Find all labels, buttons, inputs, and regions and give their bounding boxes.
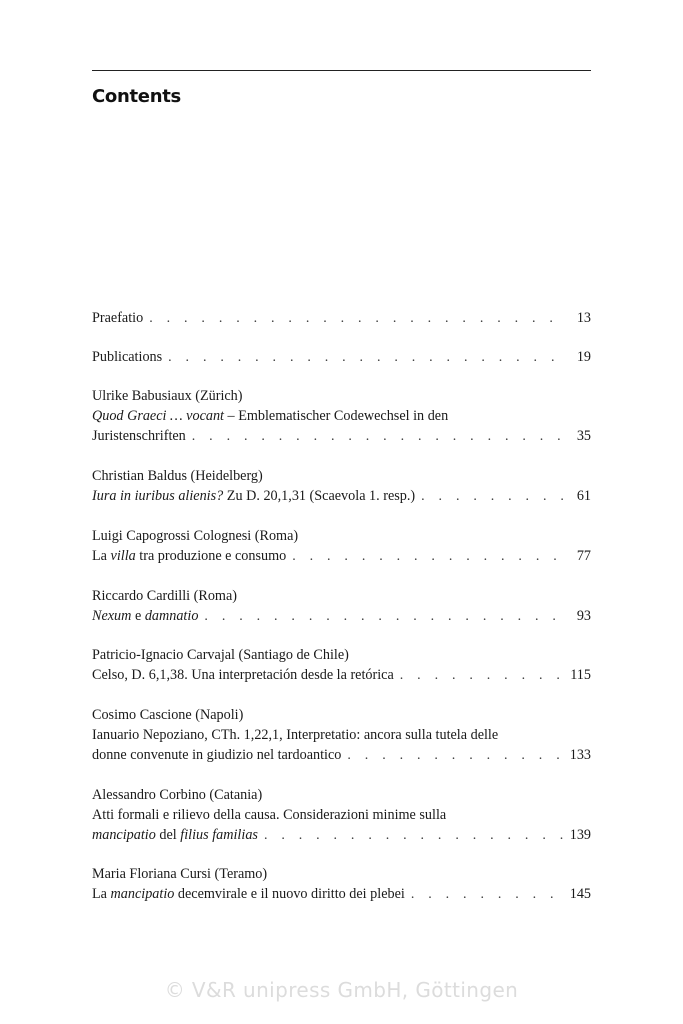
toc-page-number: 19	[576, 349, 591, 365]
toc-entry	[92, 347, 591, 367]
toc-entry-title-line	[92, 347, 591, 367]
toc-page-number: 133	[569, 747, 591, 763]
toc-entry-author: Patricio-Ignacio Carvajal (Santiago de Chile)	[92, 647, 349, 663]
toc-page-number: 115	[570, 667, 591, 683]
toc-entry-author: Ulrike Babusiaux (Zürich)	[92, 388, 243, 404]
dot-leader	[347, 746, 565, 766]
toc-entry-title-line	[92, 606, 591, 626]
copyright-watermark: © V&R unipress GmbH, Göttingen	[164, 978, 519, 1002]
toc-entry-title	[92, 347, 168, 367]
toc-entry-title-line	[92, 805, 591, 825]
toc-entry	[92, 386, 591, 446]
toc-entry	[92, 785, 591, 845]
title-italic-segment: Quod Graeci … vocant	[92, 408, 224, 424]
toc-entry-title	[92, 727, 498, 743]
toc-entry-title	[92, 426, 192, 446]
dot-leader	[168, 348, 567, 368]
title-segment: donne convenute in giudizio nel tardoantico	[92, 747, 342, 763]
toc-entry-title	[92, 807, 446, 823]
toc-entry-title-line	[92, 825, 591, 845]
toc-entry	[92, 586, 591, 626]
toc-page-number: 35	[576, 428, 591, 444]
toc-entry	[92, 645, 591, 685]
title-segment: Juristenschriften	[92, 428, 186, 444]
toc-entry-author: Christian Baldus (Heidelberg)	[92, 468, 263, 484]
toc-entry	[92, 526, 591, 566]
toc-entry-title	[92, 408, 448, 424]
toc-entry-title	[92, 665, 400, 685]
title-italic-segment: Nexum	[92, 608, 132, 624]
toc-entry-author: Riccardo Cardilli (Roma)	[92, 588, 237, 604]
title-segment: La	[92, 886, 111, 902]
title-segment: tra produzione e consumo	[135, 548, 287, 564]
toc-entry	[92, 705, 591, 765]
toc-page-number: 93	[576, 608, 591, 624]
toc-entry-author: Luigi Capogrossi Colognesi (Roma)	[92, 528, 299, 544]
title-segment: Publications	[92, 349, 163, 365]
toc-page-number: 77	[576, 548, 591, 564]
toc-entry-title-line	[92, 745, 591, 765]
dot-leader	[264, 826, 566, 846]
toc-entry-author: Maria Floriana Cursi (Teramo)	[92, 866, 268, 882]
dot-leader	[292, 547, 567, 567]
dot-leader	[204, 607, 567, 627]
toc-entry	[92, 864, 591, 904]
title-italic-segment: mancipatio	[92, 827, 156, 843]
toc-entry-title	[92, 825, 264, 845]
toc-entry-title	[92, 884, 411, 904]
toc-entry-title-line	[92, 546, 591, 566]
toc-entry	[92, 308, 591, 328]
toc-entry-title-line	[92, 884, 591, 904]
page-title: Contents	[92, 86, 181, 107]
toc-page-number: 61	[576, 488, 591, 504]
title-italic-segment: filius familias	[180, 827, 258, 843]
header-rule	[92, 70, 591, 71]
title-segment: Praefatio	[92, 310, 144, 326]
dot-leader	[411, 885, 566, 905]
toc-entry-title	[92, 486, 421, 506]
toc-entry-title	[92, 606, 204, 626]
dot-leader	[421, 487, 567, 507]
toc-entry-title-line	[92, 486, 591, 506]
title-italic-segment: damnatio	[144, 608, 199, 624]
toc-entry-title-line	[92, 725, 591, 745]
toc-page-number: 139	[569, 827, 591, 843]
toc-entry-title	[92, 745, 347, 765]
title-segment: Ianuario Nepoziano, CTh. 1,22,1, Interpretatio: ancora sulla tutela delle	[92, 727, 499, 743]
title-segment: decemvirale e il nuovo diritto dei plebei	[174, 886, 405, 902]
toc-entry-title-line	[92, 426, 591, 446]
title-italic-segment: Iura in iuribus alienis?	[92, 488, 224, 504]
toc-entry	[92, 466, 591, 506]
toc-entry-title	[92, 546, 292, 566]
title-segment: del	[155, 827, 181, 843]
title-segment: La	[92, 548, 111, 564]
title-italic-segment: mancipatio	[110, 886, 175, 902]
toc-entry-title-line	[92, 308, 591, 328]
title-segment: Atti formali e rilievo della causa. Considerazioni minime sulla	[92, 807, 447, 823]
dot-leader	[400, 666, 566, 686]
toc-entry-title	[92, 308, 149, 328]
title-segment: e	[131, 608, 145, 624]
toc-entry-title-line	[92, 665, 591, 685]
title-segment: Zu D. 20,1,31 (Scaevola 1. resp.)	[223, 488, 416, 504]
toc-page-number: 13	[576, 310, 591, 326]
title-segment: – Emblematischer Codewechsel in den	[224, 408, 449, 424]
toc-entry-title-line	[92, 406, 591, 426]
toc-page-number: 145	[569, 886, 591, 902]
dot-leader	[149, 309, 567, 329]
toc-entry-author: Cosimo Cascione (Napoli)	[92, 707, 244, 723]
title-segment: Celso, D. 6,1,38. Una interpretación desde la retórica	[92, 667, 394, 683]
title-italic-segment: villa	[110, 548, 136, 564]
dot-leader	[192, 427, 567, 447]
toc-entry-author: Alessandro Corbino (Catania)	[92, 787, 263, 803]
